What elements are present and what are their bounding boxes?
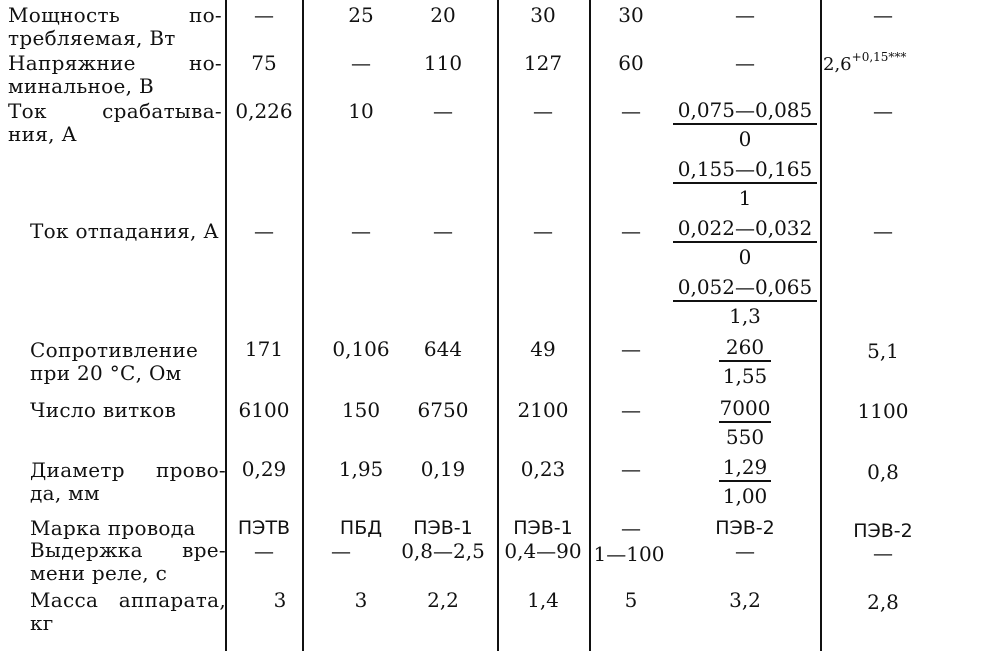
table-cell: 30 xyxy=(530,3,556,27)
row-label-line1: Ток срабатыва- xyxy=(8,99,222,123)
table-cell: — xyxy=(621,398,641,422)
fraction-bar xyxy=(673,123,817,125)
table-cell: ПЭВ-1 xyxy=(413,517,473,539)
table-cell: — xyxy=(621,99,641,123)
table-cell: 2,2 xyxy=(427,588,459,612)
row-label-line2: требляемая, Вт xyxy=(8,26,176,50)
row-label-line2: мени реле, с xyxy=(30,561,168,585)
table-cell: — xyxy=(433,219,453,243)
fraction-bar xyxy=(719,360,771,362)
table-cell: 75 xyxy=(251,51,277,75)
table-cell: — xyxy=(254,219,274,243)
table-cell: 10 xyxy=(348,99,374,123)
tolerance-superscript: +0,15*** xyxy=(851,50,907,64)
table-cell: 110 xyxy=(423,51,463,75)
row-label-text: Число витков xyxy=(30,398,177,422)
table-cell: 0,8 xyxy=(867,460,899,484)
table-cell: — xyxy=(533,219,553,243)
table-cell: 0,226 xyxy=(235,99,293,123)
table-cell: 6100 xyxy=(238,398,290,422)
row-label-line1: Выдержка вре- xyxy=(30,538,226,562)
table-cell: 0,8—2,5 xyxy=(401,539,485,563)
fraction-denominator: 550 xyxy=(725,424,765,449)
fraction-bar xyxy=(673,241,817,243)
fraction-cell xyxy=(672,276,818,327)
row-label-turns xyxy=(30,399,244,422)
row-label-line2: кг xyxy=(30,611,54,635)
table-cell: ПЭВ-2 xyxy=(853,520,913,542)
row-label-line1: Мощность по- xyxy=(8,3,222,27)
table-cell: 0,4—90 xyxy=(504,539,582,563)
table-cell: — xyxy=(351,219,371,243)
fraction-denominator: 0 xyxy=(738,126,752,151)
table-cell: — xyxy=(433,99,453,123)
table-cell: 49 xyxy=(530,337,556,361)
table-cell: 1,4 xyxy=(527,588,559,612)
fraction-cell xyxy=(672,456,818,507)
table-cell-with-tolerance xyxy=(823,46,953,76)
fraction-numerator: 1,29 xyxy=(722,455,768,479)
fraction-cell xyxy=(672,397,818,448)
table-cell: — xyxy=(533,99,553,123)
row-label-text: Марка провода xyxy=(30,516,196,540)
table-cell: 1100 xyxy=(857,399,909,423)
row-label-line2: да, мм xyxy=(30,481,100,505)
column-rule xyxy=(820,0,822,651)
table-cell: 5 xyxy=(624,588,638,612)
row-label-dropout-current xyxy=(30,220,244,243)
table-cell: — xyxy=(621,219,641,243)
fraction-denominator: 1,00 xyxy=(722,483,768,508)
fraction-bar xyxy=(719,421,771,423)
table-cell: 0,106 xyxy=(332,337,390,361)
table-cell: 3 xyxy=(354,588,368,612)
table-cell: — xyxy=(254,539,274,563)
table-cell: 171 xyxy=(244,337,284,361)
table-cell: 20 xyxy=(430,3,456,27)
row-label-resistance xyxy=(30,339,230,385)
column-rule xyxy=(302,0,304,651)
table-cell: — xyxy=(621,457,641,481)
fraction-numerator: 0,022—0,032 xyxy=(677,216,813,240)
table-cell: 6750 xyxy=(417,398,469,422)
fraction-cell xyxy=(672,336,818,387)
table-cell: ПЭТВ xyxy=(237,517,291,539)
table-cell: — xyxy=(735,539,755,563)
table-cell: 2100 xyxy=(517,398,569,422)
table-cell: — xyxy=(621,516,641,540)
table-cell: 3,2 xyxy=(729,588,761,612)
table-cell: 0,23 xyxy=(520,457,566,481)
table-cell: — xyxy=(351,51,371,75)
table-cell: 0,19 xyxy=(420,457,466,481)
row-label-line1: Напряжние но- xyxy=(8,51,222,75)
nominal-value: 2,6 xyxy=(823,54,852,75)
table-cell: 30 xyxy=(618,3,644,27)
row-label-line2: ния, А xyxy=(8,122,77,146)
fraction-numerator: 0,155—0,165 xyxy=(677,157,813,181)
table-cell: — xyxy=(873,541,893,565)
fraction-bar xyxy=(673,300,817,302)
table-cell: 644 xyxy=(423,337,463,361)
table-cell: 2,8 xyxy=(867,590,899,614)
row-label-wire-grade xyxy=(30,517,244,540)
table-cell: 60 xyxy=(618,51,644,75)
fraction-numerator: 7000 xyxy=(719,396,771,420)
table-cell: 25 xyxy=(348,3,374,27)
table-cell: — xyxy=(873,99,893,123)
row-label-line1: Диаметр прово- xyxy=(30,458,226,482)
table-cell: — xyxy=(873,3,893,27)
table-cell: ПБД xyxy=(339,517,383,539)
fraction-cell xyxy=(672,99,818,150)
row-label-power xyxy=(8,4,222,50)
table-cell: 127 xyxy=(523,51,563,75)
table-cell: 3 xyxy=(273,588,287,612)
table-cell: — xyxy=(254,3,274,27)
fraction-bar xyxy=(719,480,771,482)
table-cell: 0,29 xyxy=(241,457,287,481)
fraction-bar xyxy=(673,182,817,184)
row-label-line1: Сопротивление xyxy=(30,338,199,362)
table-cell: ПЭВ-2 xyxy=(715,517,775,539)
row-label-line1: Масса аппарата, xyxy=(30,588,226,612)
row-label-mass xyxy=(30,589,226,635)
fraction-cell xyxy=(672,217,818,268)
table-cell: ПЭВ-1 xyxy=(513,517,573,539)
table-cell: — xyxy=(873,219,893,243)
table-cell: 1—100 xyxy=(593,542,665,566)
row-label-line2: при 20 °С, Ом xyxy=(30,361,182,385)
fraction-denominator: 1 xyxy=(738,185,752,210)
fraction-denominator: 0 xyxy=(738,244,752,269)
row-label-line2: минальное, В xyxy=(8,74,154,98)
row-label-pickup-current xyxy=(8,100,222,146)
table-cell: — xyxy=(331,539,351,563)
table-cell: — xyxy=(735,3,755,27)
row-label-wire-diameter xyxy=(30,459,226,505)
fraction-denominator: 1,3 xyxy=(729,303,761,328)
table-cell: 150 xyxy=(341,398,381,422)
row-label-voltage xyxy=(8,52,222,98)
row-label-text: Ток отпадания, А xyxy=(30,219,219,243)
fraction-numerator: 0,052—0,065 xyxy=(677,275,813,299)
table-cell: — xyxy=(735,51,755,75)
row-label-time-delay xyxy=(30,539,226,585)
table-cell: 1,95 xyxy=(338,457,384,481)
table-cell: 5,1 xyxy=(867,339,899,363)
fraction-denominator: 1,55 xyxy=(722,363,768,388)
fraction-numerator: 0,075—0,085 xyxy=(677,98,813,122)
fraction-cell xyxy=(672,158,818,209)
table-cell: — xyxy=(621,337,641,361)
fraction-numerator: 260 xyxy=(725,335,765,359)
